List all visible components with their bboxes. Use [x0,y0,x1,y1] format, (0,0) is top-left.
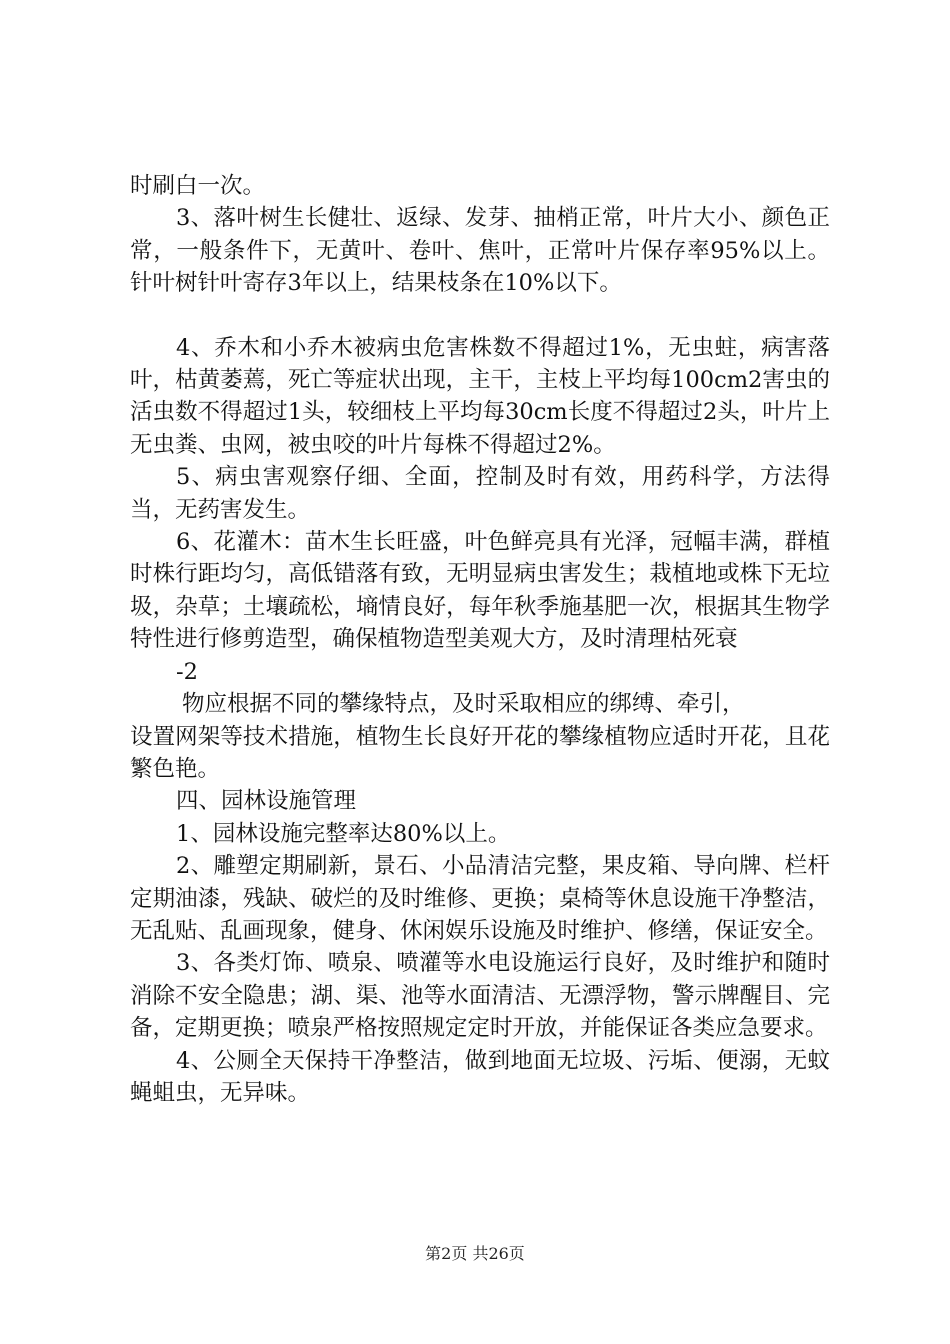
inline-page-marker: -2 [176,658,198,685]
document-body [130,170,830,1109]
paragraph-item-4: 4、乔木和小乔木被病虫危害株数不得超过1%，无虫蛀，病害落叶，枯黄萎蔫，死亡等症状出现，主干，主枝上平均每100cm2害虫的活虫数不得超过1头，较细枝上平均每30cm长度不得超过2头，叶片上无虫粪、虫网，被虫咬的叶片每株不得超过2%。 [130,334,830,458]
paragraph-item-6: 6、花灌木：苗木生长旺盛，叶色鲜亮具有光泽，冠幅丰满，群植时株行距均匀，高低错落有致，无明显病虫害发生；栽植地或株下无垃圾，杂草；土壤疏松，墒情良好，每年秋季施基肥一次，根据其生物学特性进行修剪造型，确保植物造型美观大方，及时清理枯死衰 [130,529,830,653]
paragraph-facility-4: 4、公厕全天保持干净整洁，做到地面无垃圾、污垢、便溺，无蚊蝇蛆虫，无异味。 [130,1047,830,1106]
paragraph-continuation: 时刷白一次。 [130,173,266,199]
paragraph-facility-2: 2、雕塑定期刷新，景石、小品清洁完整，果皮箱、导向牌、栏杆定期油漆，残缺、破烂的及时维修、更换；桌椅等休息设施干净整洁，无乱贴、乱画现象，健身、休闲娱乐设施及时维护、修缮，保证安全。 [130,853,830,944]
section-heading-facilities: 四、园林设施管理 [176,788,357,815]
paragraph-item-3: 3、落叶树生长健壮、返绿、发芽、抽梢正常，叶片大小、颜色正常，一般条件下，无黄叶、卷叶、焦叶，正常叶片保存率95%以上。针叶树针叶寄存3年以上，结果枝条在10%以下。 [130,205,830,297]
paragraph-climbing-plants-first-line: 物应根据不同的攀缘特点，及时采取相应的绑缚、牵引， [182,691,745,718]
paragraph-facility-3: 3、各类灯饰、喷泉、喷灌等水电设施运行良好，及时维护和随时消除不安全隐患；湖、渠、池等水面清洁、无漂浮物，警示牌醒目、完备，定期更换；喷泉严格按照规定定时开放，并能保证各类应急要求。 [130,950,830,1042]
paragraph-facility-1: 1、园林设施完整率达80%以上。 [176,820,511,847]
page-footer: 第2页 共26页 [425,1244,525,1263]
paragraph-item-5: 5、病虫害观察仔细、全面，控制及时有效，用药科学，方法得当，无药害发生。 [130,464,830,523]
paragraph-climbing-plants: 设置网架等技术措施，植物生长良好开花的攀缘植物应适时开花，且花繁色艳。 [130,723,830,782]
